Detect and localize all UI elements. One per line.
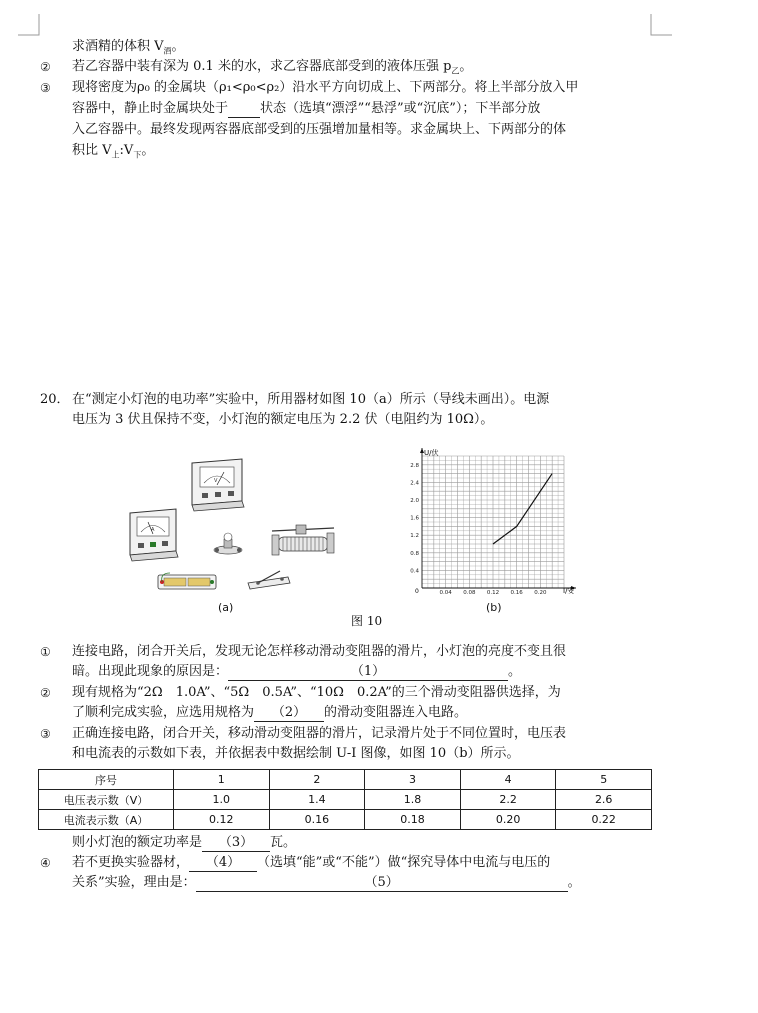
graph-grid <box>422 456 564 588</box>
figure-caption: 图 10 <box>351 614 383 628</box>
table-cell: 0.20 <box>460 810 556 830</box>
x-axis-label: I/安 <box>563 587 575 595</box>
table-row <box>39 790 652 810</box>
y-tick-label: 2.0 <box>410 498 419 504</box>
figure-10b-ui-graph <box>396 440 596 605</box>
top-q3-line-1: 现将密度为ρ₀ 的金属块（ρ₁<ρ₀<ρ₂）沿水平方向切成上、下两部分。将上半部分放入甲 <box>72 80 579 95</box>
origin-label: 0 <box>415 588 419 595</box>
table-cell: 1.4 <box>269 790 365 810</box>
q1-marker: ① <box>40 645 51 659</box>
rheostat-icon <box>272 525 334 555</box>
data-table <box>38 769 652 830</box>
table-cell: 0.16 <box>269 810 365 830</box>
table-header-cell: 3 <box>365 770 461 790</box>
state-answer-blank[interactable] <box>228 101 260 118</box>
table-cell: 电流表示数（A） <box>39 810 174 830</box>
table-cell: 1.0 <box>174 790 270 810</box>
svg-text:A: A <box>151 527 155 533</box>
q20-line-1: 在“测定小灯泡的电功率”实验中，所用器材如图 10（a）所示（导线未画出）。电源 <box>72 392 550 407</box>
table-header-cell: 4 <box>460 770 556 790</box>
answer-blank-3[interactable]: （3） <box>202 835 270 852</box>
table-cell: 2.2 <box>460 790 556 810</box>
y-tick-label: 1.2 <box>410 533 419 540</box>
y-tick-label: 0.8 <box>410 550 419 557</box>
bulb-holder-icon <box>214 533 242 554</box>
top-line-1: 求酒精的体积 $V_酒$。 <box>72 39 185 56</box>
x-tick-label: 0.16 <box>510 590 523 596</box>
top-q3-marker: ③ <box>40 81 51 95</box>
q2-marker: ② <box>40 686 51 700</box>
q4-marker: ④ <box>40 856 51 870</box>
answer-blank-4[interactable]: （4） <box>189 855 257 872</box>
y-tick-label: 2.4 <box>410 480 419 487</box>
switch-icon <box>248 571 290 589</box>
table-cell: 0.22 <box>556 810 652 830</box>
figure-10b-label: (b) <box>486 601 502 614</box>
table-header-cell: 序号 <box>39 770 174 790</box>
after-table-line: 则小灯泡的额定功率是 （3） 瓦。 <box>72 835 297 850</box>
top-q2-marker: ② <box>40 60 51 74</box>
table-header-cell: 1 <box>174 770 270 790</box>
svg-text:V: V <box>214 478 218 484</box>
answer-blank-5[interactable]: （5） <box>196 875 568 892</box>
top-q3-line-4: 积比 $V_上:V_下$。 <box>72 143 155 160</box>
ammeter-icon <box>130 509 178 561</box>
battery-box-icon <box>158 573 216 589</box>
y-axis-label: U/伏 <box>424 449 439 457</box>
figure-10a-label: (a) <box>218 601 234 614</box>
top-q2-text: 若乙容器中装有深为 0.1 米的水，求乙容器底部受到的液体压强 $p_乙$。 <box>72 59 473 76</box>
x-tick-label: 0.20 <box>534 590 547 596</box>
q2-line-2: 了顺利完成实验，应选用规格为 （2） 的滑动变阻器连入电路。 <box>72 705 468 720</box>
table-cell: 电压表示数（V） <box>39 790 174 810</box>
q3-line-1: 正确连接电路，闭合开关，移动滑动变阻器的滑片，记录滑片处于不同位置时，电压表 <box>72 726 567 741</box>
y-tick-label: 0.4 <box>410 568 419 575</box>
table-cell: 0.12 <box>174 810 270 830</box>
table-cell: 1.8 <box>365 790 461 810</box>
top-q3-line-3: 入乙容器中。最终发现两容器底部受到的压强增加量相等。求金属块上、下两部分的体 <box>72 122 567 137</box>
y-tick-label: 1.6 <box>410 515 419 522</box>
figure-10a-apparatus <box>120 455 340 605</box>
table-header-row <box>39 770 652 790</box>
answer-blank-2[interactable]: （2） <box>254 705 324 722</box>
q3-marker: ③ <box>40 727 51 741</box>
q1-line-1: 连接电路，闭合开关后，发现无论怎样移动滑动变阻器的滑片，小灯泡的亮度不变且很 <box>72 644 567 659</box>
q2-line-1: 现有规格为“2Ω 1.0A”、“5Ω 0.5A”、“10Ω 0.2A”的三个滑动变阻器供选择，为 <box>72 685 561 700</box>
crop-mark-top-right <box>650 14 672 36</box>
q3-line-2: 和电流表的示数如下表，并依据表中数据绘制 U-I 图像，如图 10（b）所示。 <box>72 746 520 761</box>
table-row <box>39 810 652 830</box>
q4-line-1: 若不更换实验器材， （4） （选填“能”或“不能”）做“探究导体中电流与电压的 <box>72 855 551 870</box>
q1-line-2: 暗。出现此现象的原因是： （1） 。 <box>72 664 522 679</box>
table-header-cell: 5 <box>556 770 652 790</box>
table-header-cell: 2 <box>269 770 365 790</box>
x-tick-label: 0.04 <box>439 590 452 596</box>
graph-ticks <box>410 463 547 596</box>
q20-line-2: 电压为 3 伏且保持不变，小灯泡的额定电压为 2.2 伏（电阻约为 10Ω）。 <box>72 412 494 427</box>
table-cell: 0.18 <box>365 810 461 830</box>
q4-line-2: 关系”实验，理由是： （5） 。 <box>72 875 581 890</box>
table-cell: 2.6 <box>556 790 652 810</box>
answer-blank-1[interactable]: （1） <box>228 664 508 681</box>
crop-mark-top-left <box>18 14 40 36</box>
y-tick-label: 2.8 <box>410 462 419 469</box>
x-tick-label: 0.12 <box>486 590 500 596</box>
q20-number: 20． <box>40 392 70 407</box>
x-tick-label: 0.08 <box>463 590 476 596</box>
top-q3-line-2: 容器中，静止时金属块处于 状态（选填“漂浮”“悬浮”或“沉底”）；下半部分放 <box>72 101 541 116</box>
voltmeter-icon <box>192 459 244 511</box>
